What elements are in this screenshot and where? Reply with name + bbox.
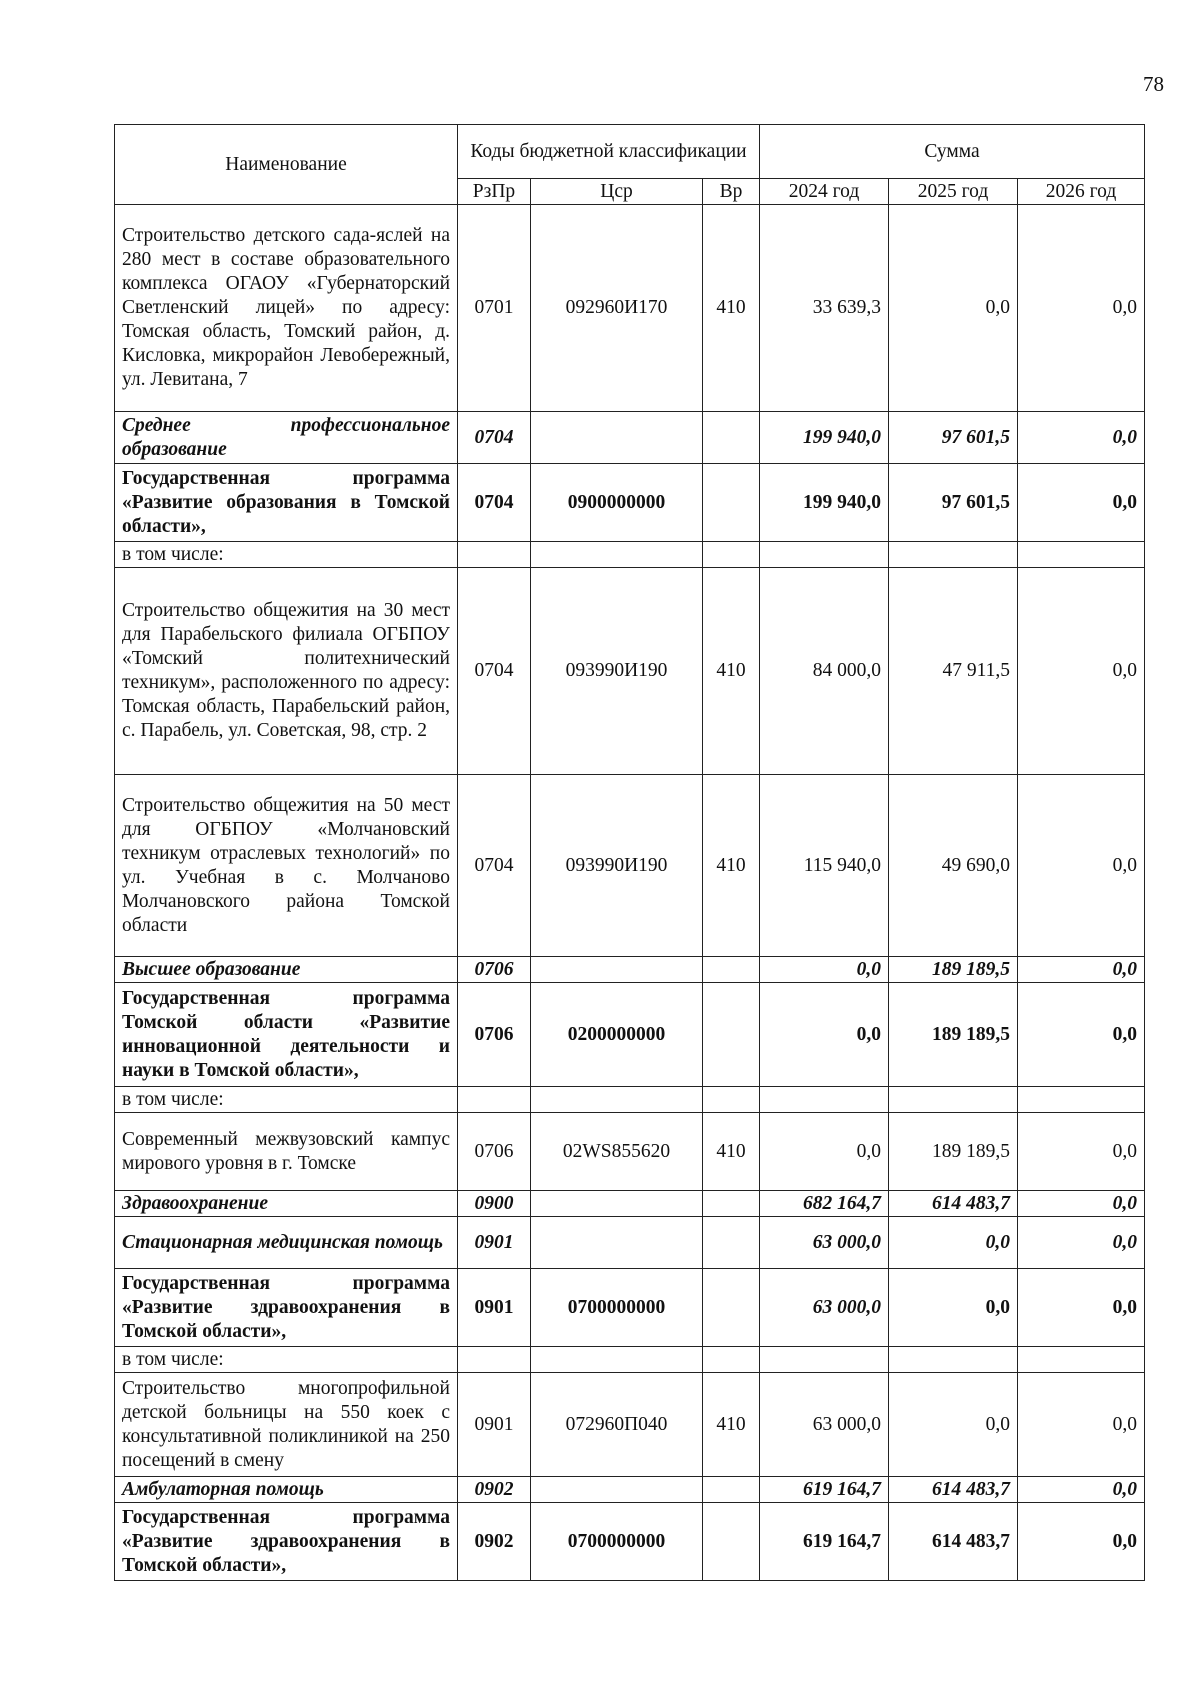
row-csr: [531, 1217, 703, 1269]
row-2025: [889, 1347, 1018, 1373]
row-rzpr: 0901: [458, 1373, 531, 1477]
row-csr: [531, 957, 703, 983]
table-row: [115, 1477, 1145, 1503]
row-rzpr: 0701: [458, 205, 531, 412]
page-number: 78: [1143, 72, 1164, 96]
row-rzpr: 0704: [458, 775, 531, 957]
row-csr: 0900000000: [531, 464, 703, 542]
row-csr: 072960П040: [531, 1373, 703, 1477]
row-2026: 0,0: [1018, 775, 1145, 957]
row-rzpr: 0704: [458, 412, 531, 464]
row-2025: 189 189,5: [889, 1113, 1018, 1191]
row-name: Амбулаторная помощь: [115, 1477, 458, 1503]
table-row: [115, 1113, 1145, 1191]
table-row: [115, 1217, 1145, 1269]
row-2025: 49 690,0: [889, 775, 1018, 957]
table-row: [115, 542, 1145, 568]
header-2026: 2026 год: [1018, 179, 1145, 205]
row-vr: [703, 1347, 760, 1373]
header-sum-group: Сумма: [760, 125, 1145, 179]
row-csr: 093990И190: [531, 568, 703, 775]
header-name: Наименование: [115, 125, 458, 205]
row-vr: 410: [703, 205, 760, 412]
row-2025: 0,0: [889, 1217, 1018, 1269]
table-row: [115, 983, 1145, 1087]
row-2025: 0,0: [889, 1373, 1018, 1477]
table-row: [115, 1087, 1145, 1113]
row-vr: [703, 1087, 760, 1113]
row-name: Строительство общежития на 30 мест для Парабельского филиала ОГБПОУ «Томский политехнический техникум», расположенного по адресу: Томская область, Парабельский район, с. Парабель, ул. Советская, 98, стр. 2: [115, 568, 458, 775]
row-2024: 199 940,0: [760, 464, 889, 542]
row-vr: [703, 1477, 760, 1503]
row-2026: [1018, 542, 1145, 568]
row-name: Государственная программа «Развитие здравоохранения в Томской области»,: [115, 1269, 458, 1347]
header-2024: 2024 год: [760, 179, 889, 205]
row-2026: 0,0: [1018, 1191, 1145, 1217]
budget-table: [114, 124, 1145, 1581]
row-name: в том числе:: [115, 542, 458, 568]
row-2025: [889, 542, 1018, 568]
row-2026: 0,0: [1018, 957, 1145, 983]
header-codes-group: Коды бюджетной классификации: [458, 125, 760, 179]
row-2026: 0,0: [1018, 464, 1145, 542]
row-2024: [760, 542, 889, 568]
row-rzpr: 0900: [458, 1191, 531, 1217]
header-csr: Цср: [531, 179, 703, 205]
row-csr: 093990И190: [531, 775, 703, 957]
row-name: в том числе:: [115, 1087, 458, 1113]
row-rzpr: 0901: [458, 1217, 531, 1269]
table-row: [115, 464, 1145, 542]
row-rzpr: 0902: [458, 1503, 531, 1581]
row-2026: 0,0: [1018, 983, 1145, 1087]
row-csr: 092960И170: [531, 205, 703, 412]
row-name: в том числе:: [115, 1347, 458, 1373]
row-2025: 0,0: [889, 205, 1018, 412]
row-vr: [703, 957, 760, 983]
row-csr: [531, 1087, 703, 1113]
row-2024: 199 940,0: [760, 412, 889, 464]
row-2026: 0,0: [1018, 1217, 1145, 1269]
row-rzpr: 0704: [458, 568, 531, 775]
row-2024: [760, 1087, 889, 1113]
row-2025: 97 601,5: [889, 412, 1018, 464]
row-csr: [531, 542, 703, 568]
row-2024: 115 940,0: [760, 775, 889, 957]
row-2024: 63 000,0: [760, 1269, 889, 1347]
row-2025: 614 483,7: [889, 1503, 1018, 1581]
row-csr: [531, 412, 703, 464]
row-2026: 0,0: [1018, 1477, 1145, 1503]
row-2024: 63 000,0: [760, 1217, 889, 1269]
table-row: [115, 1191, 1145, 1217]
row-name: Строительство многопрофильной детской больницы на 550 коек с консультативной поликлиникой на 250 посещений в смену: [115, 1373, 458, 1477]
row-2026: 0,0: [1018, 205, 1145, 412]
row-2026: [1018, 1347, 1145, 1373]
row-rzpr: 0902: [458, 1477, 531, 1503]
row-csr: [531, 1191, 703, 1217]
row-csr: [531, 1347, 703, 1373]
row-name: Среднее профессиональное образование: [115, 412, 458, 464]
row-2025: 0,0: [889, 1269, 1018, 1347]
row-csr: 0700000000: [531, 1503, 703, 1581]
row-rzpr: [458, 1087, 531, 1113]
row-vr: [703, 412, 760, 464]
row-2025: 189 189,5: [889, 983, 1018, 1087]
row-name: Государственная программа «Развитие образования в Томской области»,: [115, 464, 458, 542]
row-vr: [703, 1217, 760, 1269]
row-2024: 84 000,0: [760, 568, 889, 775]
row-name: Государственная программа Томской области «Развитие инновационной деятельности и науки в Томской области»,: [115, 983, 458, 1087]
row-rzpr: 0706: [458, 1113, 531, 1191]
row-rzpr: 0704: [458, 464, 531, 542]
row-vr: [703, 1191, 760, 1217]
row-2024: 0,0: [760, 957, 889, 983]
row-2026: 0,0: [1018, 1503, 1145, 1581]
table-row: [115, 1373, 1145, 1477]
row-2026: 0,0: [1018, 1269, 1145, 1347]
row-rzpr: 0706: [458, 957, 531, 983]
row-vr: [703, 983, 760, 1087]
row-rzpr: [458, 542, 531, 568]
table-row: [115, 1503, 1145, 1581]
table-row: [115, 205, 1145, 412]
row-2025: 189 189,5: [889, 957, 1018, 983]
row-name: Строительство общежития на 50 мест для ОГБПОУ «Молчановский техникум отраслевых технологий» по ул. Учебная в с. Молчаново Молчановского района Томской области: [115, 775, 458, 957]
row-2025: 97 601,5: [889, 464, 1018, 542]
header-2025: 2025 год: [889, 179, 1018, 205]
row-csr: 02WS855620: [531, 1113, 703, 1191]
row-2024: [760, 1347, 889, 1373]
row-rzpr: 0901: [458, 1269, 531, 1347]
row-2024: 0,0: [760, 983, 889, 1087]
row-2025: 47 911,5: [889, 568, 1018, 775]
row-vr: 410: [703, 568, 760, 775]
row-2024: 619 164,7: [760, 1477, 889, 1503]
row-csr: [531, 1477, 703, 1503]
row-2026: 0,0: [1018, 568, 1145, 775]
row-2024: 0,0: [760, 1113, 889, 1191]
row-csr: 0700000000: [531, 1269, 703, 1347]
row-2025: 614 483,7: [889, 1477, 1018, 1503]
row-2024: 682 164,7: [760, 1191, 889, 1217]
table-row: [115, 957, 1145, 983]
row-name: Государственная программа «Развитие здравоохранения в Томской области»,: [115, 1503, 458, 1581]
row-vr: [703, 1503, 760, 1581]
row-vr: 410: [703, 1373, 760, 1477]
row-2024: 619 164,7: [760, 1503, 889, 1581]
row-name: Высшее образование: [115, 957, 458, 983]
row-2026: [1018, 1087, 1145, 1113]
row-2026: 0,0: [1018, 412, 1145, 464]
row-2026: 0,0: [1018, 1113, 1145, 1191]
row-vr: 410: [703, 775, 760, 957]
row-2024: 63 000,0: [760, 1373, 889, 1477]
table-row: [115, 568, 1145, 775]
table-row: [115, 1269, 1145, 1347]
row-2025: [889, 1087, 1018, 1113]
row-2026: 0,0: [1018, 1373, 1145, 1477]
row-name: Стационарная медицинская помощь: [115, 1217, 458, 1269]
row-name: Строительство детского сада-яслей на 280 мест в составе образовательного комплекса ОГАОУ «Губернаторский Светленский лицей» по адресу: Томская область, Томский район, д. Кисловка, микрорайон Левобережный, ул. Левитана, 7: [115, 205, 458, 412]
row-name: Здравоохранение: [115, 1191, 458, 1217]
table-row: [115, 412, 1145, 464]
header-vr: Вр: [703, 179, 760, 205]
table-row: [115, 775, 1145, 957]
row-vr: [703, 464, 760, 542]
row-csr: 0200000000: [531, 983, 703, 1087]
row-rzpr: 0706: [458, 983, 531, 1087]
row-name: Современный межвузовский кампус мирового уровня в г. Томске: [115, 1113, 458, 1191]
row-vr: [703, 542, 760, 568]
row-vr: [703, 1269, 760, 1347]
header-rzpr: РзПр: [458, 179, 531, 205]
row-2025: 614 483,7: [889, 1191, 1018, 1217]
table-row: [115, 1347, 1145, 1373]
row-2024: 33 639,3: [760, 205, 889, 412]
row-rzpr: [458, 1347, 531, 1373]
row-vr: 410: [703, 1113, 760, 1191]
